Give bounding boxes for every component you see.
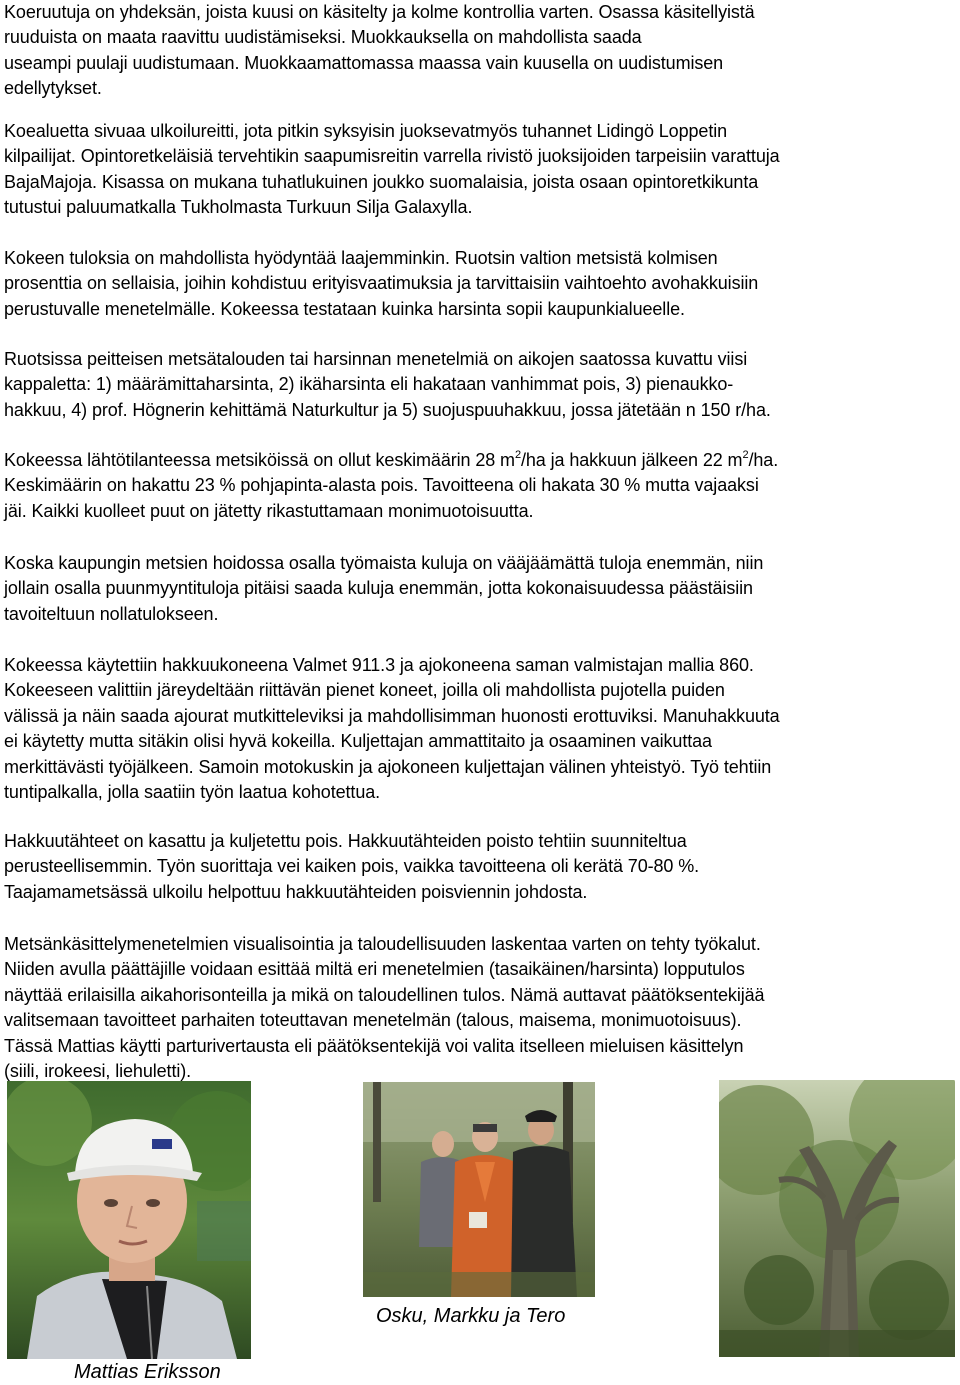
paragraph-methods: Ruotsissa peitteisen metsätalouden tai harsinnan menetelmiä on aikojen saatossa kuvattu viisi kappaletta: 1) määrämittaharsinta, 2) ikäharsinta eli hakataan vanhimmat pois, 3) pienaukko- hakkuu, 4) prof. Högnerin kehittämä Naturkultur ja 5) suojuspuuhakkuu, jossa jätetään n 150 r/ha. [4,349,771,420]
tree-photo [719,1080,955,1357]
paragraph-machines: Kokeessa käytettiin hakkuukoneena Valmet 911.3 ja ajokoneena saman valmistajan mallia 860. Kokeeseen valittiin järeydeltään riittävän pienet koneet, joilla oli mahdollista pujotella puiden välissä ja näin saada ajourat mutkitteleviksi ja mahdollisimman huonosti erottuviksi. Manuhakkuuta ei käytetty mutta sitäkin olisi hyvä kokeilla. Kuljettajan ammattitaito ja osaaminen vaikuttaa merkittävästi työjälkeen. Samoin motokuskin ja ajokoneen kuljettajan välinen yhteistyö. Työ tehtiin tuntipalkalla, jolla saatiin työn laatua kohotettua. [4,655,780,803]
caption-mattias: Mattias Eriksson [74,1361,221,1383]
paragraph-residues: Hakkuutähteet on kasattu ja kuljetettu pois. Hakkuutähteiden poisto tehtiin suunniteltua perusteellisemmin. Työn suorittaja vei kaiken pois, vaikka tavoitteena oli kerätä 70-80 %. Taajamametsässä ulkoilu helpottuu hakkuutähteiden poisviennin johdosta. [4,831,700,902]
caption-group: Osku, Markku ja Tero [376,1305,566,1327]
portrait-photo [7,1081,251,1359]
group-photo [363,1082,595,1297]
text-run: /ha ja hakkuun jälkeen 22 m [521,450,743,470]
paragraph-economy: Koska kaupungin metsien hoidossa osalla työmaista kuluja on vääjäämättä tuloja enemmän, niin jollain osalla puunmyyntituloja pitäisi saada kuluja enemmän, jotta kokonaisuudessa päästäisiin tavoiteltuun nollatulokseen. [4,553,764,624]
paragraph-results: Kokeen tuloksia on mahdollista hyödyntää laajemminkin. Ruotsin valtion metsistä kolmisen prosenttia on sellaisia, joihin kohdistuu erityisvaatimuksia ja tarvittaisiin vaihtoehto avohakkuisiin perustuvalle menetelmälle. Kokeessa testataan kuinka harsinta sopii kaupunkialueelle. [4,248,759,319]
paragraph-basal-area [0,448,778,524]
paragraph-tools: Metsänkäsittelymenetelmien visualisointia ja taloudellisuuden laskentaa varten on tehty työkalut. Niiden avulla päättäjille voidaan esittää miltä eri menetelmien (tasaikäinen/harsinta) lopputulos näyttää erilaisilla aikahorisonteilla ja mikä on taloudellinen tulos. Nämä auttavat päätöksentekijää valitsemaan tavoitteet parhaiten toteuttavan menetelmän (talous, maisema, monimuotoisuus). Tässä Mattias käytti parturivertausta eli päätöksentekijä voi valita itselleen mieluisen käsittelyn (siili, irokeesi, liehuletti). [4,934,765,1082]
superscript: 2 [514,449,521,461]
paragraph-plots: Koeruutuja on yhdeksän, joista kuusi on käsitelty ja kolme kontrollia varten. Osassa käsitellyistä ruuduista on maata raavittu uudistämiseksi. Muokkauksella on mahdollista saada useampi puulaji uudistumaan. Muokkaamattomassa maassa vain kuusella on uudistumisen edellytykset. [4,2,755,99]
text-run: /ha. Keskimäärin on hakattu 23 % pohjapinta-alasta pois. Tavoitteena oli hakata 30 % mutta vajaaksi jäi. Kaikki kuolleet puut on jätetty rikastuttamaan monimuotoisuutta. [4,450,779,521]
paragraph-trail: Koealuetta sivuaa ulkoilureitti, jota pitkin syksyisin juoksevatmyös tuhannet Lidingö Loppetin kilpailijat. Opintoretkeläisiä tervehtikin saapumisreitin varrella rivistö juoksijoiden tarpeisiin varattuja BajaMajoja. Kisassa on mukana tuhatlukuinen joukko suomalaisia, joista osaan opintoretkikunta tutustui paluumatkalla Tukholmasta Turkuun Silja Galaxylla. [4,121,780,218]
superscript: 2 [742,449,749,461]
text-run: Kokeessa lähtötilanteessa metsiköissä on ollut keskimäärin 28 m [4,450,515,470]
